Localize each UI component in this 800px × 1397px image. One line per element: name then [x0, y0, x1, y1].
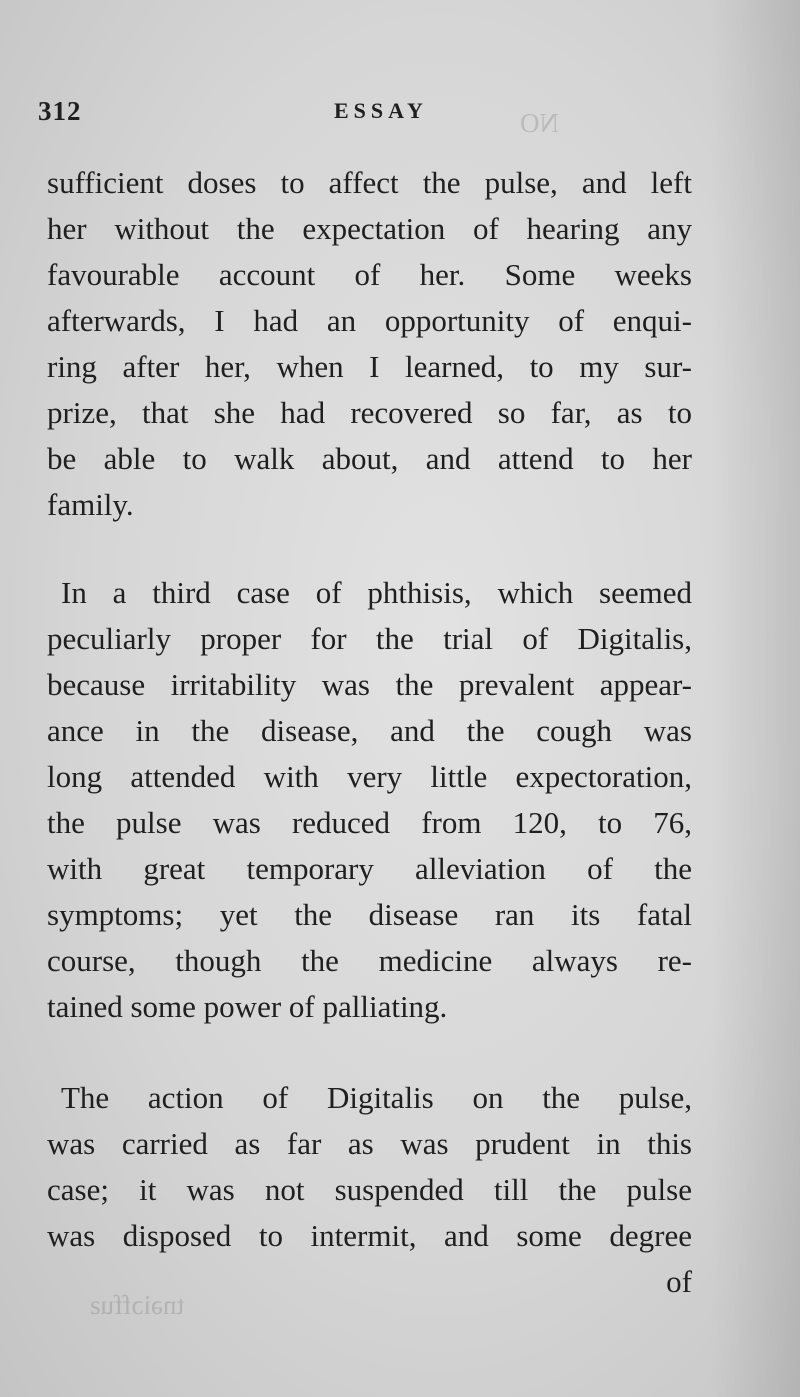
text-line: tained some power of palliating. [47, 989, 448, 1024]
text-line: be able to walk about, and attend to her [47, 441, 692, 476]
show-through-decoration: NO [520, 108, 559, 138]
paragraph-1 [47, 160, 692, 528]
paragraph-2 [47, 570, 692, 1030]
text-line: her without the expectation of hearing any [47, 211, 692, 246]
text-line: was carried as far as was prudent in this [47, 1126, 692, 1161]
catchword: of [666, 1264, 692, 1299]
text-line: sufficient doses to affect the pulse, and left [47, 165, 692, 200]
text-line [47, 1075, 692, 1121]
text-line-content: The action of Digitalis on the pulse, [61, 1080, 692, 1115]
running-head: ESSAY [334, 98, 428, 123]
text-line-content: In a third case of phthisis, which seemed [61, 575, 692, 610]
page-number: 312 [38, 96, 82, 126]
text-line: ance in the disease, and the cough was [47, 713, 692, 748]
text-line [47, 570, 692, 616]
catchword-line [47, 1259, 692, 1305]
text-line: case; it was not suspended till the pulse [47, 1172, 692, 1207]
paragraph-3 [47, 1075, 692, 1259]
text-line: afterwards, I had an opportunity of enqui- [47, 303, 692, 338]
text-line: was disposed to intermit, and some degree [47, 1218, 692, 1253]
page-edge-shadow [710, 0, 800, 1397]
text-line: because irritability was the prevalent appear- [47, 667, 692, 702]
text-line: prize, that she had recovered so far, as to [47, 395, 692, 430]
text-line: peculiarly proper for the trial of Digitalis, [47, 621, 692, 656]
text-line: long attended with very little expectoration, [47, 759, 692, 794]
text-line: symptoms; yet the disease ran its fatal [47, 897, 692, 932]
page-header [38, 96, 698, 136]
text-line: the pulse was reduced from 120, to 76, [47, 805, 692, 840]
text-line: course, though the medicine always re- [47, 943, 692, 978]
text-line: family. [47, 487, 134, 522]
text-line: ring after her, when I learned, to my sur- [47, 349, 692, 384]
show-through-decoration: tnəiɔffuƨ [90, 1290, 184, 1320]
text-line: with great temporary alleviation of the [47, 851, 692, 886]
text-line: favourable account of her. Some weeks [47, 257, 692, 292]
